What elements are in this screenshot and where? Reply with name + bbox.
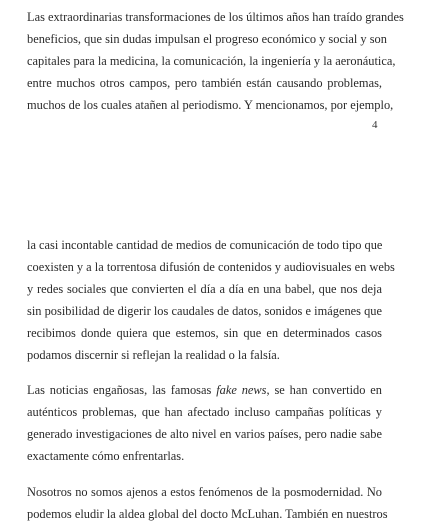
- text-segment: , se han convertido en: [266, 383, 382, 397]
- document-page-bottom: [0, 182, 446, 519]
- text-line: recibimos donde quiera que estemos, sin que en determinados casos: [27, 326, 382, 340]
- text-line: podemos eludir la aldea global del docto McLuhan. También en nuestros: [27, 507, 388, 521]
- text-line: capitales para la medicina, la comunicación, la ingeniería y la aeronáutica,: [27, 54, 396, 68]
- text-line: muchos de los cuales atañen al periodismo. Y mencionamos, por ejemplo,: [27, 98, 394, 112]
- text-line: la casi incontable cantidad de medios de comunicación de todo tipo que: [27, 238, 383, 252]
- text-line: y redes sociales que convierten el día a día en una babel, que nos deja: [27, 282, 382, 296]
- text-line: sin posibilidad de digerir los caudales de datos, sonidos e imágenes que: [27, 304, 382, 318]
- text-line: generado investigaciones de alto nivel en varios países, pero nadie sabe: [27, 427, 382, 441]
- text-line: Las extraordinarias transformaciones de los últimos años han traído grandes: [27, 10, 404, 24]
- text-line: beneficios, que sin dudas impulsan el progreso económico y social y son: [27, 32, 387, 46]
- page-number: 4: [372, 119, 378, 131]
- text-line: podamos discernir si reflejan la realidad o la falsía.: [27, 348, 280, 362]
- text-line: entre muchos otros campos, pero también están causando problemas,: [27, 76, 382, 90]
- text-line: Nosotros no somos ajenos a estos fenómenos de la posmodernidad. No: [27, 485, 382, 499]
- document-page-top: [0, 0, 446, 142]
- italic-term: fake news: [216, 383, 267, 397]
- text-line: [27, 382, 382, 398]
- text-segment: Las noticias engañosas, las famosas: [27, 383, 212, 397]
- text-line: exactamente cómo enfrentarlas.: [27, 449, 185, 463]
- page-break: [0, 142, 446, 182]
- text-line: coexisten y a la torrentosa difusión de contenidos y audiovisuales en webs: [27, 260, 395, 274]
- text-line: auténticos problemas, que han afectado incluso campañas políticas y: [27, 405, 382, 419]
